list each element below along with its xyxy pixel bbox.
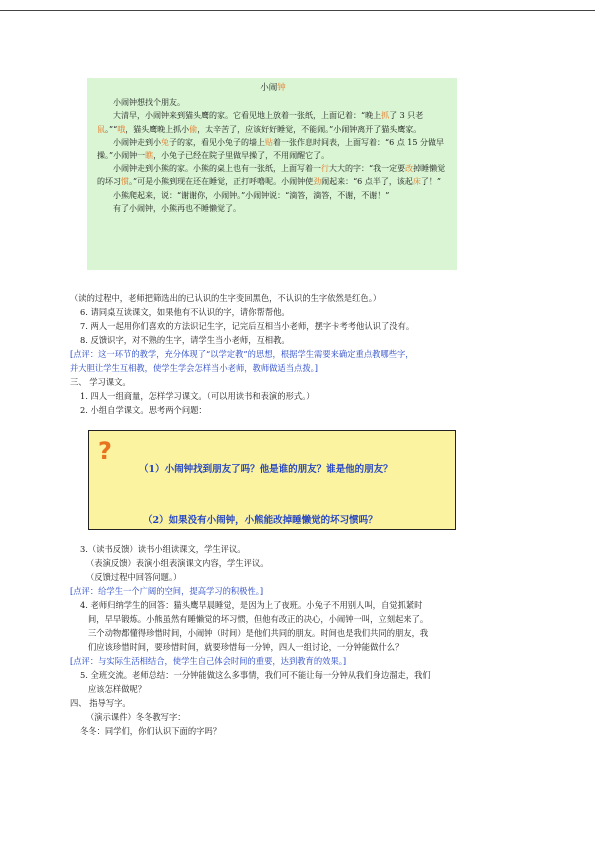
section-heading-3: 三、 学习课文。 xyxy=(70,377,131,387)
comment: [点评：与实际生活相结合，使学生自己体会时间的重要，达到教育的效果。] xyxy=(70,656,347,666)
question-mark-icon: ? xyxy=(98,437,112,465)
story-paragraph: 小闹钟想找个朋友。 xyxy=(113,98,185,108)
comment: 并大胆让学生互相教，使学生学会怎样当小老师，教师做适当点拨。] xyxy=(70,363,318,373)
text-line: （读的过程中，老师把筛选出的已认识的生字变回黑色，不认识的生字依然是红色。） xyxy=(70,293,382,303)
step-2: 2. 小组自学课文。思考两个问题： xyxy=(80,405,207,415)
story-paragraph: 有了小闹钟，小熊再也不睡懒觉了。 xyxy=(113,203,241,213)
comment: [点评：这一环节的教学，充分体现了“以学定教”的思想，根据学生需要来确定重点教哪些字， xyxy=(70,349,414,359)
question-box xyxy=(88,430,456,530)
text-line: （反馈过程中回答问题。） xyxy=(86,572,182,582)
step-6: 6. 请同桌互读课文，如果他有不认识的字，请你帮帮他。 xyxy=(80,307,290,317)
text-line: （演示课件）冬冬教写字： xyxy=(86,712,186,722)
story-paragraph: 小闹钟走到小熊的家。小熊的桌上也有一张纸，上面写着一行大大的字：“我一定要改掉睡懒觉的坏习惯。”可是小熊到现在还在睡觉，正打呼噜呢。小闹钟使劲闹起来：“6 点半了，该起床了！” xyxy=(97,164,446,187)
step-7: 7. 两人一起用你们喜欢的方法识记生字，记完后互相当小老师，摆字卡考考他认识了没有。 xyxy=(80,321,415,331)
text-line: 应该怎样做呢？ xyxy=(88,684,147,694)
comment: [点评：给学生一个广阔的空间，提高学习的积极性。] xyxy=(70,586,264,596)
text-line: 们应该珍惜时间，要珍惜时间，就要珍惜每一分钟，四人一组讨论，一分钟能做什么？ xyxy=(88,642,404,652)
section-feedback xyxy=(70,542,540,738)
text-line: （表演反馈）表演小组表演课文内容，学生评议。 xyxy=(86,558,269,568)
story-paragraph: 大清早，小闹钟来到猫头鹰的家。它看见地上放着一张纸，上面记着：“晚上抓了 3 只老鼠。”“哦，猫头鹰晚上抓小偷，太辛苦了，应该好好睡觉，不能闹。”小闹钟离开了猫头鹰家。 xyxy=(97,111,424,134)
step-5: 5. 全班交流。老师总结：一分钟能做这么多事情，我们可不能让每一分钟从我们身边溜走，我们 xyxy=(80,670,431,680)
question-2: （2）如果没有小闹钟，小熊能改掉睡懒觉的坏习惯吗？ xyxy=(143,515,378,526)
section-reading xyxy=(70,291,540,417)
step-1: 1. 四人一组商量，怎样学习课文。（可以用读书和表演的形式。） xyxy=(80,391,315,401)
step-4: 4. 老师归纳学生的回答：猫头鹰早晨睡觉，是因为上了夜班。小兔子不用别人叫，自觉抓紧时 xyxy=(80,600,423,610)
text-line: 三个动物都懂得珍惜时间，小闹钟（时间）是他们共同的朋友。时间也是我们共同的朋友，我 xyxy=(88,628,429,638)
section-heading-4: 四、 指导写字。 xyxy=(70,698,131,708)
story-title: 小闹钟 xyxy=(260,83,286,93)
text-line: 冬冬：同学们，你们认识下面的字吗？ xyxy=(80,726,222,736)
story-paragraph: 小熊爬起来，说：“谢谢你，小闹钟。”小闹钟说：“滴答，滴答，不谢，不谢！” xyxy=(113,190,390,200)
story-paragraph: 小闹钟走到小兔子的家，看见小兔子的墙上贴着一张作息时间表，上面写着：“6 点 15 分做早操。”小闹钟一瞧，小兔子已经在院子里做早操了，不用闹醒它了。 xyxy=(97,137,444,161)
step-8: 8. 反馈识字，对不熟的生字，请学生当小老师，互相教。 xyxy=(80,335,290,345)
step-3: 3.（读书反馈）读书小组读课文，学生评议。 xyxy=(80,544,246,554)
question-1: （1）小闹钟找到朋友了吗？他是谁的朋友？谁是他的朋友？ xyxy=(139,464,393,475)
story-box xyxy=(87,78,457,270)
text-line: 间，早早锻炼。小熊虽然有睡懒觉的坏习惯，但他有改正的决心，小闹钟一叫，立刻起来了。 xyxy=(88,614,429,624)
header-rule xyxy=(0,10,595,11)
